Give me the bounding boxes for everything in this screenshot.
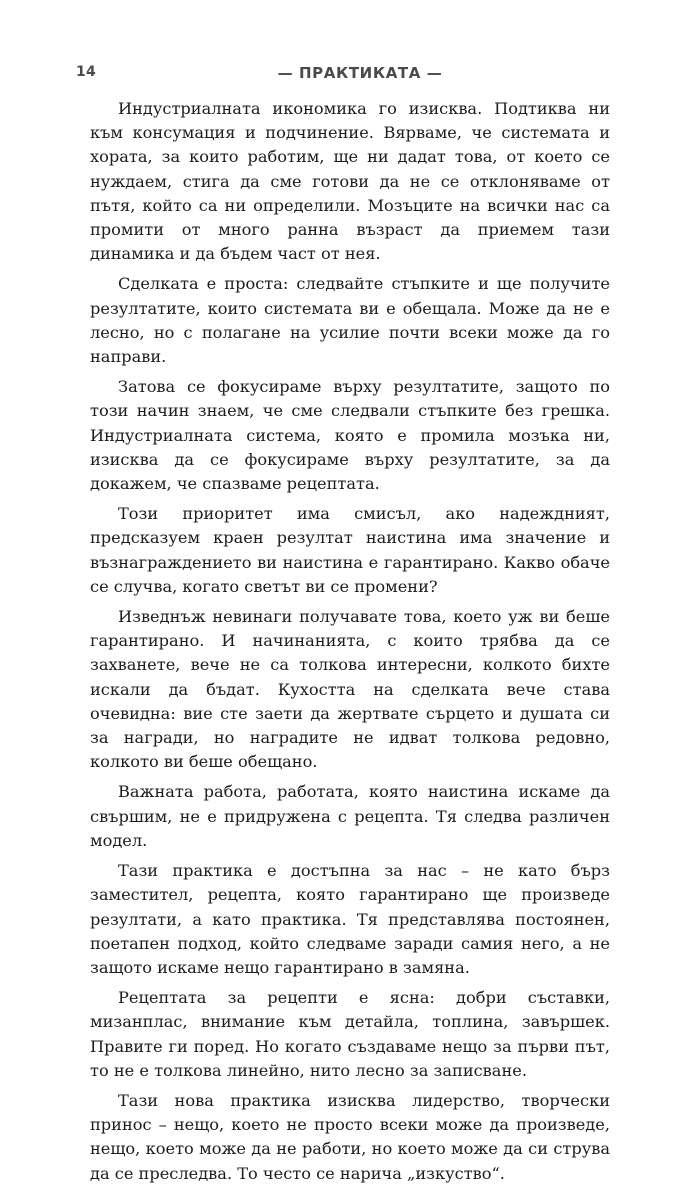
paragraph: Тази нова практика изисква лидерство, творчески принос – нещо, което не просто всеки може да произведе, нещо, което може да не работи, но което може да си струва да се преследва. То често се нарича „изкуство“. (90, 1090, 610, 1183)
paragraph: Изведнъж невинаги получавате това, което уж ви беше гарантирано. И начинанията, с които трябва да се захванете, вече не са толкова интересни, колкото бихте искали да бъдат. Кухостта на сделката вече става очевидна: вие сте заети да жертвате сърцето и душата си за награди, но наградите не идват толкова редовно, колкото ви беше обещано. (90, 607, 610, 772)
paragraph: Сделката е проста: следвайте стъпките и ще получите резултатите, които системата ви е обещала. Може да не е лесно, но с полагане на усилие почти всеки може да го направи. (90, 274, 610, 367)
running-title: — ПРАКТИКАТА — (277, 64, 443, 82)
paragraph: Индустриалната икономика го изисква. Подтиква ни към консумация и подчинение. Вярваме, че системата и хората, за които работим, ще ни дадат това, от което се нуждаем, стига да сме готови да не се отклоняваме от пътя, който са ни определили. Мозъците на всички нас са промити от много ранна възраст да приемем тази динамика и да бъдем част от нея. (90, 99, 610, 264)
paragraph: Този приоритет има смисъл, ако надеждният, предсказуем краен резултат наистина има значение и възнаграждението ви наистина е гарантирано. Какво обаче се случва, когато светът ви се промени? (90, 504, 610, 596)
page-body (90, 97, 610, 1186)
page-header (76, 64, 624, 86)
paragraph: Затова се фокусираме върху резултатите, защото по този начин знаем, че сме следвали стъпките без грешка. Индустриалната система, която е промила мозъка ни, изисква да се фокусираме върху резултатите, за да докажем, че спазваме рецептата. (90, 377, 610, 494)
paragraph: Важната работа, работата, която наистина искаме да свършим, не е придружена с рецепта. Тя следва различен модел. (90, 782, 610, 850)
paragraph: Тази практика е достъпна за нас – не като бърз заместител, рецепта, която гарантирано ще произведе резултати, а като практика. Тя представлява постоянен, поетапен подход, който следваме заради самия него, а не защото искаме нещо гарантирано в замяна. (90, 861, 610, 977)
paragraph: Рецептата за рецепти е ясна: добри съставки, мизанплас, внимание към детайла, топлина, завършек. Правите ги поред. Но когато създаваме нещо за първи път, то не е толкова линейно, нито лесно за записване. (90, 988, 610, 1080)
page-number: 14 (76, 64, 97, 80)
